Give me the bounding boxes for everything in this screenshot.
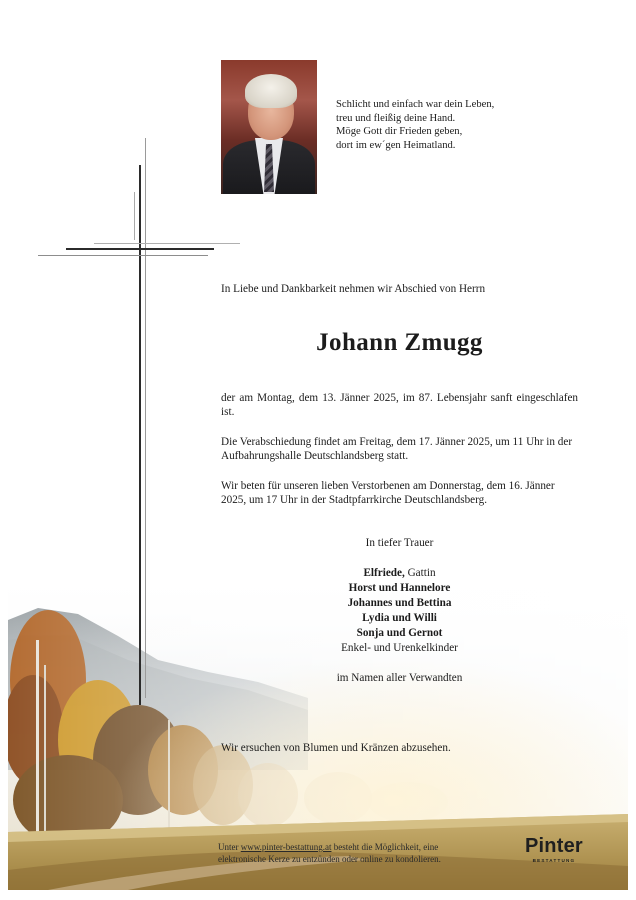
pinter-logo bbox=[525, 835, 583, 863]
verse-line: dort im ew´gen Heimatland. bbox=[336, 139, 456, 151]
logo-tagline: BESTATTUNG bbox=[532, 858, 576, 863]
portrait-photo bbox=[221, 60, 317, 194]
family-member: Lydia und Willi bbox=[362, 612, 437, 624]
logo-name: Pinter bbox=[525, 835, 583, 857]
footer-prefix: Unter bbox=[218, 842, 241, 852]
footer-suffix: besteht die Möglichkeit, eine bbox=[331, 842, 439, 852]
verse-line: treu und fleißig deine Hand. bbox=[336, 112, 456, 124]
footer-text bbox=[218, 841, 441, 866]
verse-line: Möge Gott dir Frieden geben, bbox=[336, 126, 463, 138]
mourners-heading: In tiefer Trauer bbox=[365, 537, 434, 549]
spouse-role: Gattin bbox=[404, 567, 436, 579]
family-member: Johannes und Bettina bbox=[347, 597, 452, 609]
verse-line: Schlicht und einfach war dein Leben, bbox=[336, 99, 495, 110]
relatives-line: im Namen aller Verwandten bbox=[336, 672, 463, 684]
memorial-verse bbox=[336, 98, 556, 152]
intro-text: In Liebe und Dankbarkeit nehmen wir Abschied von Herrn bbox=[221, 283, 486, 295]
spouse-name: Elfriede, bbox=[363, 567, 405, 579]
footer-line-2: elektronische Kerze zu entzünden oder online zu kondolieren. bbox=[218, 854, 441, 865]
mourners-list bbox=[221, 536, 578, 686]
grandchildren-line: Enkel- und Urenkelkinder bbox=[341, 642, 458, 654]
prayer-paragraph: Wir beten für unseren lieben Verstorbenen am Donnerstag, dem 16. Jänner 2025, um 17 Uhr in der Stadtpfarrkirche Deutschlandsberg. bbox=[221, 480, 555, 507]
parte-page bbox=[8, 10, 628, 890]
flowers-notice: Wir ersuchen von Blumen und Kränzen abzusehen. bbox=[221, 742, 451, 754]
farewell-paragraph: Die Verabschiedung findet am Freitag, dem 17. Jänner 2025, um 11 Uhr in der Aufbahrungshalle Deutschlandsberg statt. bbox=[221, 436, 573, 463]
website-link[interactable]: www.pinter-bestattung.at bbox=[240, 842, 332, 852]
family-member: Horst und Hannelore bbox=[348, 582, 451, 594]
death-paragraph: der am Montag, dem 13. Jänner 2025, im 87. Lebensjahr sanft eingeschlafen ist. bbox=[221, 392, 578, 419]
spouse-line bbox=[221, 566, 578, 581]
family-member: Sonja und Gernot bbox=[356, 627, 443, 639]
deceased-name: Johann Zmugg bbox=[316, 329, 483, 356]
